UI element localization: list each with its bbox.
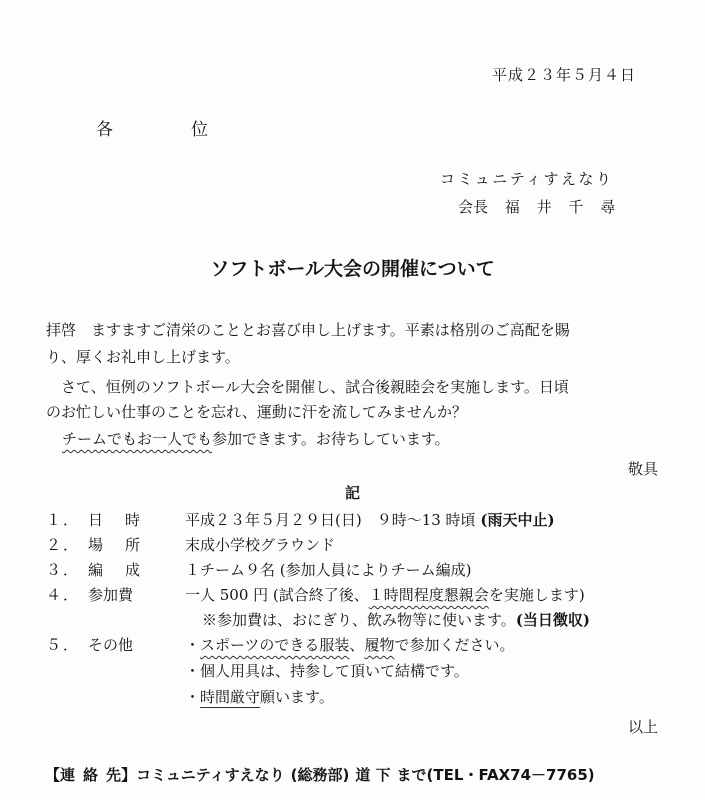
underlined-text: 時間厳守 <box>200 688 261 706</box>
contact-person: 道 下 <box>355 766 391 784</box>
underlined-text: 履物 <box>364 636 395 654</box>
addressee-char: 各 <box>96 120 113 140</box>
contact-bracket: 【 <box>45 766 61 784</box>
document-title: ソフトボール大会の開催について <box>210 258 495 280</box>
item-number: ２． <box>46 536 81 554</box>
underlined-text: １時間程度懇親会 <box>368 586 489 604</box>
sender-name-char: 井 <box>536 198 552 216</box>
item-label-char: 日 <box>88 511 104 529</box>
item-label-char: 所 <box>125 536 141 554</box>
contact-phone: まで(TEL・FAX74－7765) <box>396 766 595 784</box>
item-value-text: 一人 500 円 (試合終了後、 <box>185 586 369 604</box>
item-note <box>202 609 590 630</box>
item-label <box>88 559 140 580</box>
sender-name-char: 千 <box>568 198 584 216</box>
item-number: ４． <box>46 586 81 604</box>
item-label <box>88 509 140 530</box>
item-value <box>185 509 555 530</box>
contact-dept: (総務部) <box>290 766 350 784</box>
sender-title: 会長 <box>458 198 489 216</box>
bullet-mark: ・ <box>185 636 201 654</box>
item-bullet <box>185 686 334 707</box>
contact-org: コミュニティすえなり <box>136 766 285 784</box>
sender-name <box>458 196 627 217</box>
item-number: ３． <box>46 561 81 579</box>
underlined-text: チームでもお一人でも <box>62 430 213 448</box>
contact-label-char: 先 <box>106 766 122 784</box>
contact-label-char: 絡 <box>83 766 99 784</box>
item-value: 末成小学校グラウンド <box>185 536 336 554</box>
contact-bracket: 】 <box>121 766 137 784</box>
item-label: 参加費 <box>88 586 134 604</box>
item-value-text: を実施します) <box>488 586 585 604</box>
item-value: １チーム９名 (参加人員によりチーム編成) <box>185 561 472 579</box>
addressee-char: 位 <box>191 120 208 140</box>
bullet-text: で参加ください。 <box>394 636 515 654</box>
body-line <box>62 432 450 447</box>
item-note-bold: (当日徴収) <box>515 611 591 629</box>
item-value-text: 平成２３年５月２９日(日) ９時～13 時頃 <box>185 511 476 529</box>
contact-label-char: 連 <box>60 766 76 784</box>
item-number: ５． <box>46 636 81 654</box>
item-label-char: 成 <box>125 561 141 579</box>
body-line: のお忙しい仕事のことを忘れ、運動に汗を流してみませんか？ <box>46 403 467 421</box>
contact-line <box>45 764 595 785</box>
item-bullet: ・個人用具は、持参して頂いて結構です。 <box>185 662 469 680</box>
ki-heading: 記 <box>344 484 360 502</box>
item-bullet <box>185 634 514 655</box>
underlined-text: スポーツのできる服装 <box>200 636 350 654</box>
item-label-char: 時 <box>125 511 141 529</box>
sender-name-char: 尋 <box>600 198 616 216</box>
bullet-text: 、 <box>349 636 365 654</box>
sender-name-char: 福 <box>504 198 520 216</box>
sender-organization: コミュニティすえなり <box>440 170 614 188</box>
item-label: その他 <box>88 636 134 654</box>
body-line: さて、恒例のソフトボール大会を開催し、試合後親睦会を実施します。日頃 <box>61 378 569 396</box>
bullet-mark: ・ <box>185 688 201 706</box>
body-text: 参加できます。お待ちしています。 <box>212 430 450 448</box>
item-value-bold: (雨天中止) <box>480 511 555 529</box>
item-label-char: 場 <box>88 536 104 554</box>
body-line: 拝啓 ますますご清栄のこととお喜び申し上げます。平素は格別のご高配を賜 <box>46 321 570 339</box>
end-mark: 以上 <box>628 718 659 736</box>
item-label <box>88 534 140 555</box>
item-value <box>185 584 585 605</box>
closing-keigu: 敬具 <box>628 460 659 478</box>
body-line: り、厚くお礼申し上げます。 <box>46 348 240 366</box>
document-date: 平成２３年５月４日 <box>492 66 637 84</box>
bullet-text: 願います。 <box>260 688 334 706</box>
item-number: １． <box>46 511 81 529</box>
item-label-char: 編 <box>88 561 104 579</box>
item-note-text: ※参加費は、おにぎり、飲み物等に使います。 <box>202 611 516 629</box>
addressee <box>96 115 208 140</box>
